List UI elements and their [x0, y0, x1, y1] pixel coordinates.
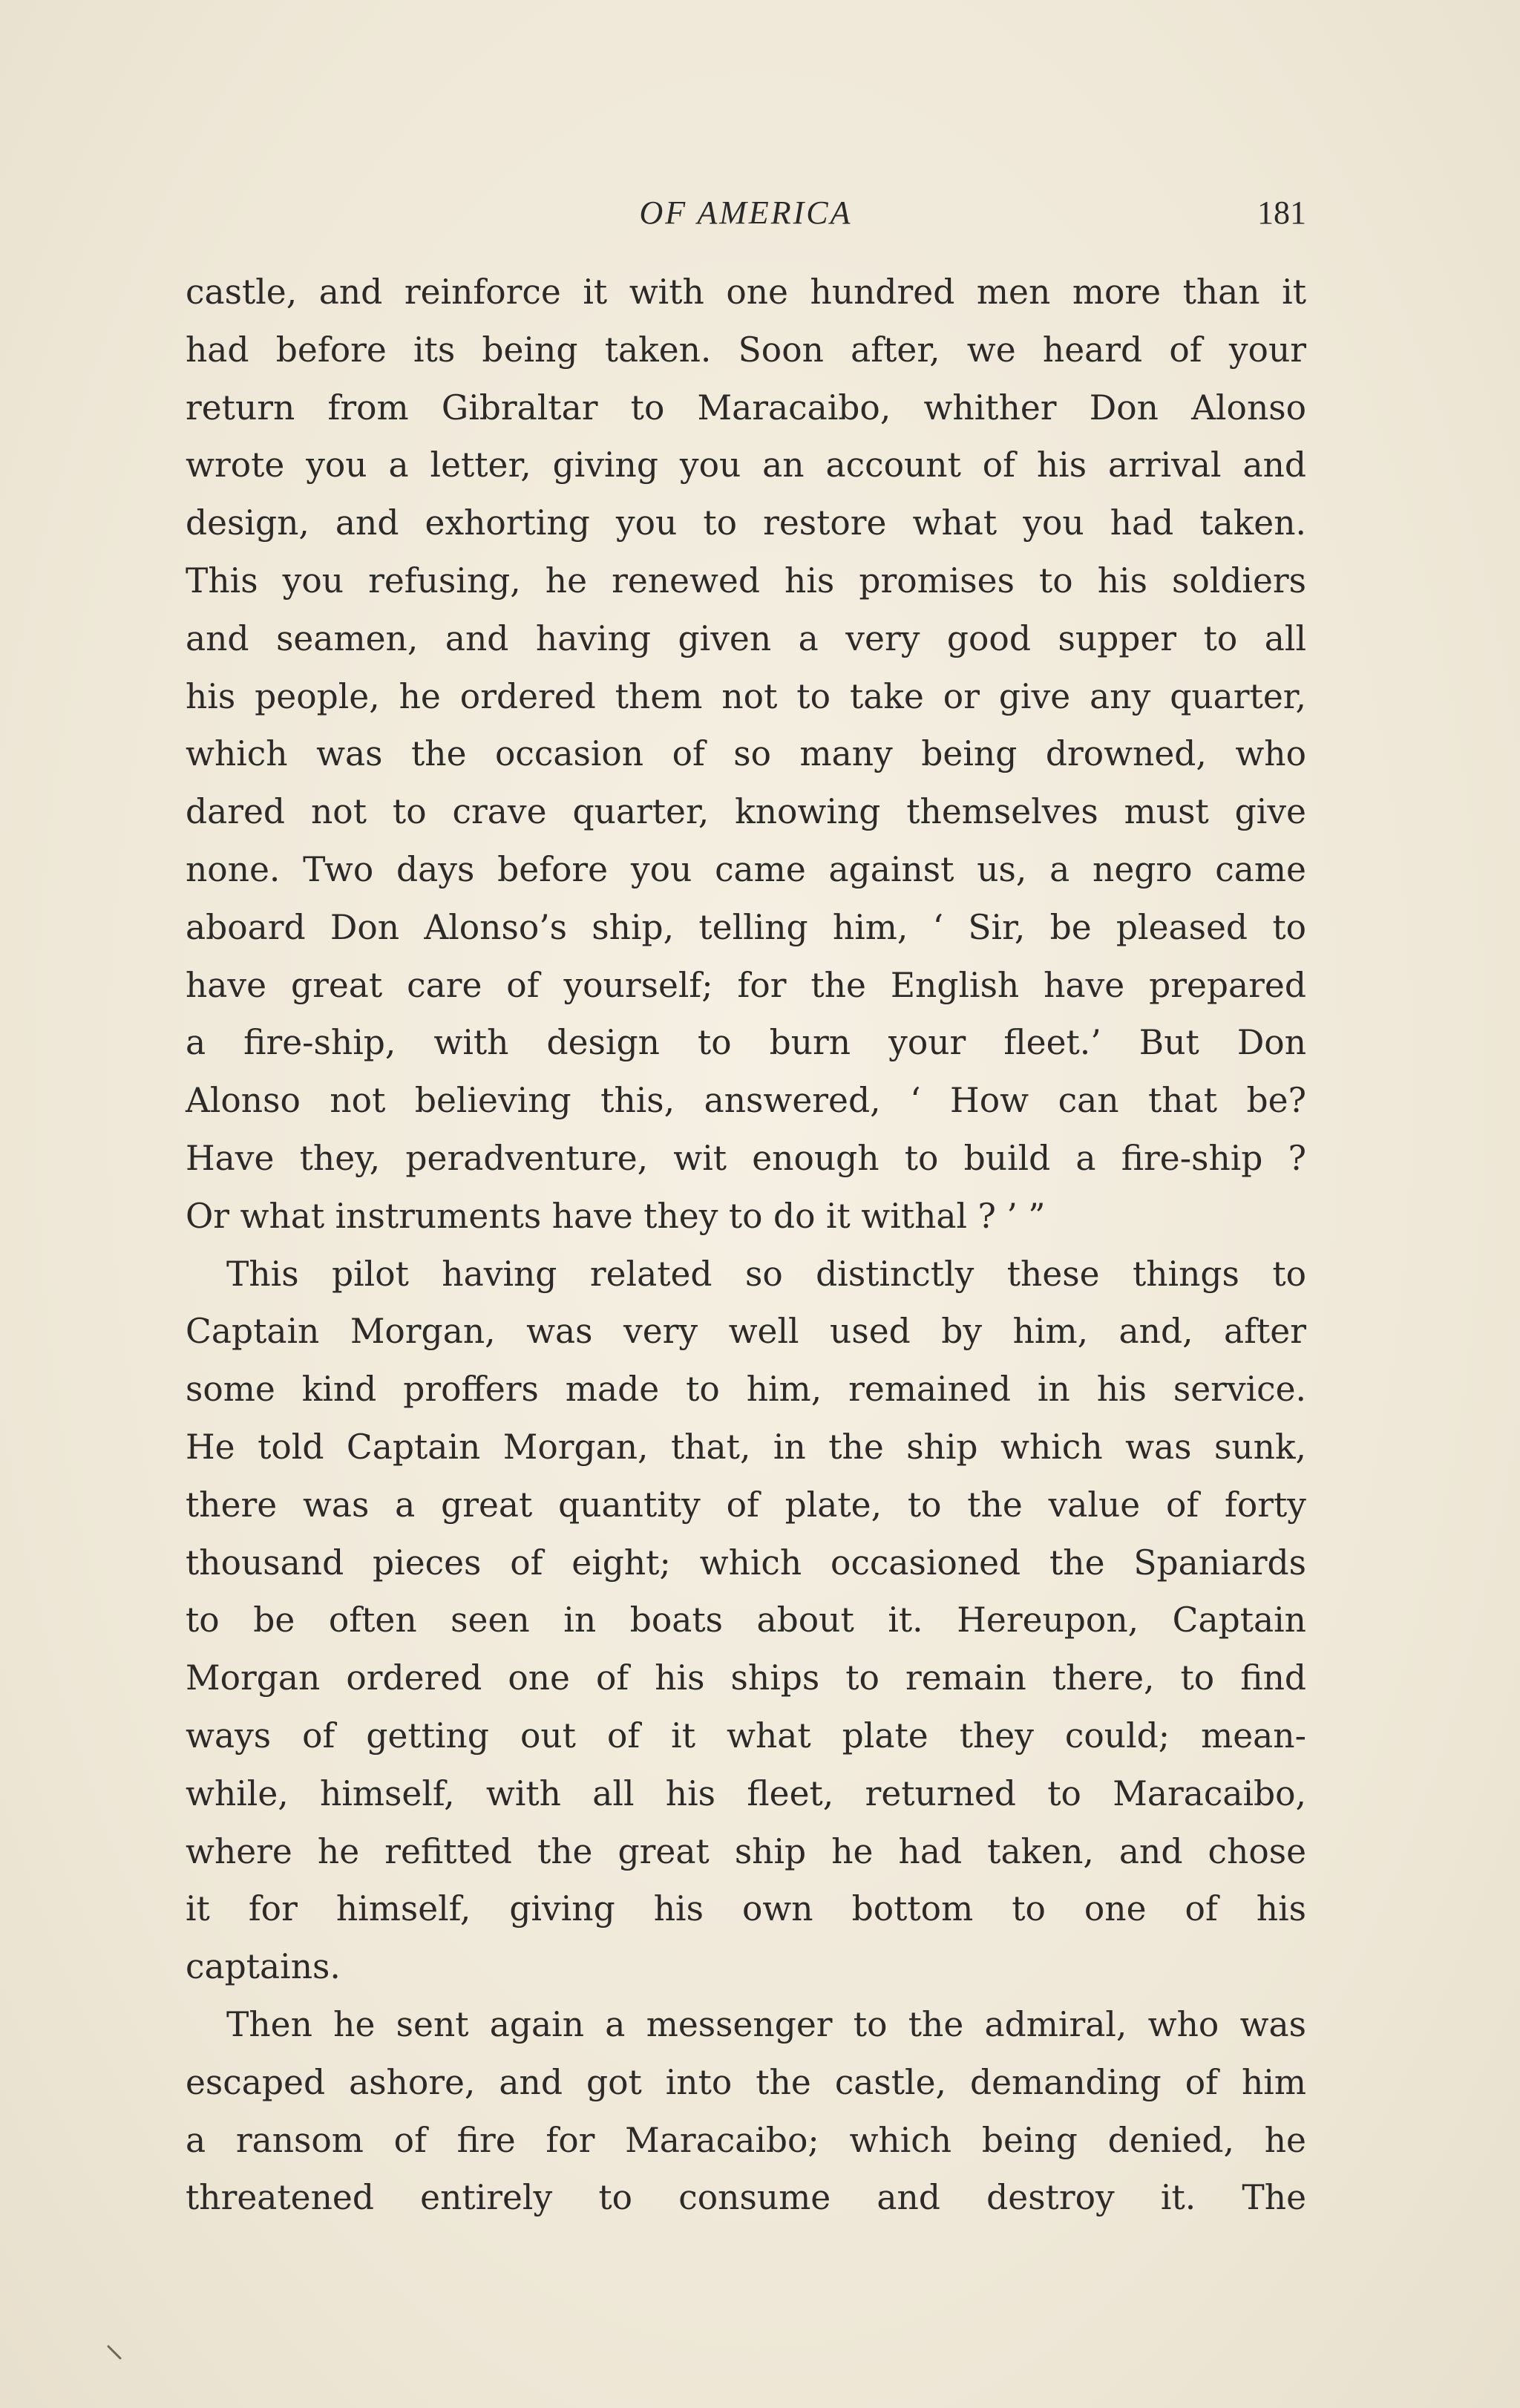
text-line: ways of getting out of it what plate they could; mean-: [186, 1715, 1306, 1756]
text-line: escaped ashore, and got into the castle, demanding of him: [186, 2062, 1306, 2102]
text-line: Alonso not believing this, answered, ‘ How can that be?: [186, 1081, 1306, 1121]
text-line: This you refusing, he renewed his promises to his soldiers: [186, 560, 1306, 601]
text-line: a fire-ship, with design to burn your fleet.’ But Don: [186, 1023, 1306, 1063]
text-line: some kind proffers made to him, remained in his service.: [186, 1370, 1306, 1410]
text-line: where he refitted the great ship he had taken, and chose: [186, 1831, 1306, 1871]
body-text: [186, 264, 1306, 2227]
text-line: Captain Morgan, was very well used by him, and, after: [186, 1312, 1306, 1352]
text-line: a ransom of fire for Maracaibo; which being denied, he: [186, 2120, 1306, 2160]
text-line: wrote you a letter, giving you an account of his arrival and: [186, 445, 1306, 485]
text-line: Or what instruments have they to do it withal ? ’ ”: [186, 1196, 1046, 1236]
text-line: aboard Don Alonso’s ship, telling him, ‘ Sir, be pleased to: [186, 907, 1306, 947]
text-line: castle, and reinforce it with one hundred men more than it: [186, 272, 1306, 312]
running-title: OF AMERICA: [639, 194, 853, 231]
text-line: none. Two days before you came against us, a negro came: [186, 849, 1306, 889]
text-line: have great care of yourself; for the English have prepared: [186, 965, 1306, 1005]
text-line: Then he sent again a messenger to the admiral, who was: [226, 2004, 1306, 2044]
text-line: dared not to crave quarter, knowing themselves must give: [186, 792, 1306, 832]
text-line: and seamen, and having given a very good supper to all: [186, 618, 1306, 658]
text-line: Have they, peradventure, wit enough to build a fire-ship ?: [186, 1138, 1306, 1178]
text-line: his people, he ordered them not to take or give any quarter,: [186, 676, 1306, 716]
page-header: [186, 189, 1306, 241]
text-line: thousand pieces of eight; which occasioned the Spaniards: [186, 1542, 1306, 1583]
text-line: return from Gibraltar to Maracaibo, whither Don Alonso: [186, 387, 1306, 428]
paper-blemish: [104, 2342, 134, 2372]
text-line: to be often seen in boats about it. Hereupon, Captain: [186, 1600, 1306, 1640]
text-line: Morgan ordered one of his ships to remain there, to find: [186, 1658, 1306, 1698]
text-line: design, and exhorting you to restore what you had taken.: [186, 503, 1306, 543]
text-line: threatened entirely to consume and destroy it. The: [186, 2178, 1306, 2218]
text-line: This pilot having related so distinctly these things to: [226, 1254, 1306, 1294]
text-line: it for himself, giving his own bottom to one of his: [186, 1889, 1306, 1929]
text-line: which was the occasion of so many being drowned, who: [186, 734, 1306, 774]
text-line: there was a great quantity of plate, to the value of forty: [186, 1485, 1306, 1525]
text-line: while, himself, with all his fleet, returned to Maracaibo,: [186, 1773, 1306, 1813]
text-line: had before its being taken. Soon after, we heard of your: [186, 330, 1306, 370]
page-number: 181: [1257, 194, 1306, 231]
text-line: He told Captain Morgan, that, in the ship which was sunk,: [186, 1427, 1306, 1467]
text-line: captains.: [186, 1947, 341, 1987]
